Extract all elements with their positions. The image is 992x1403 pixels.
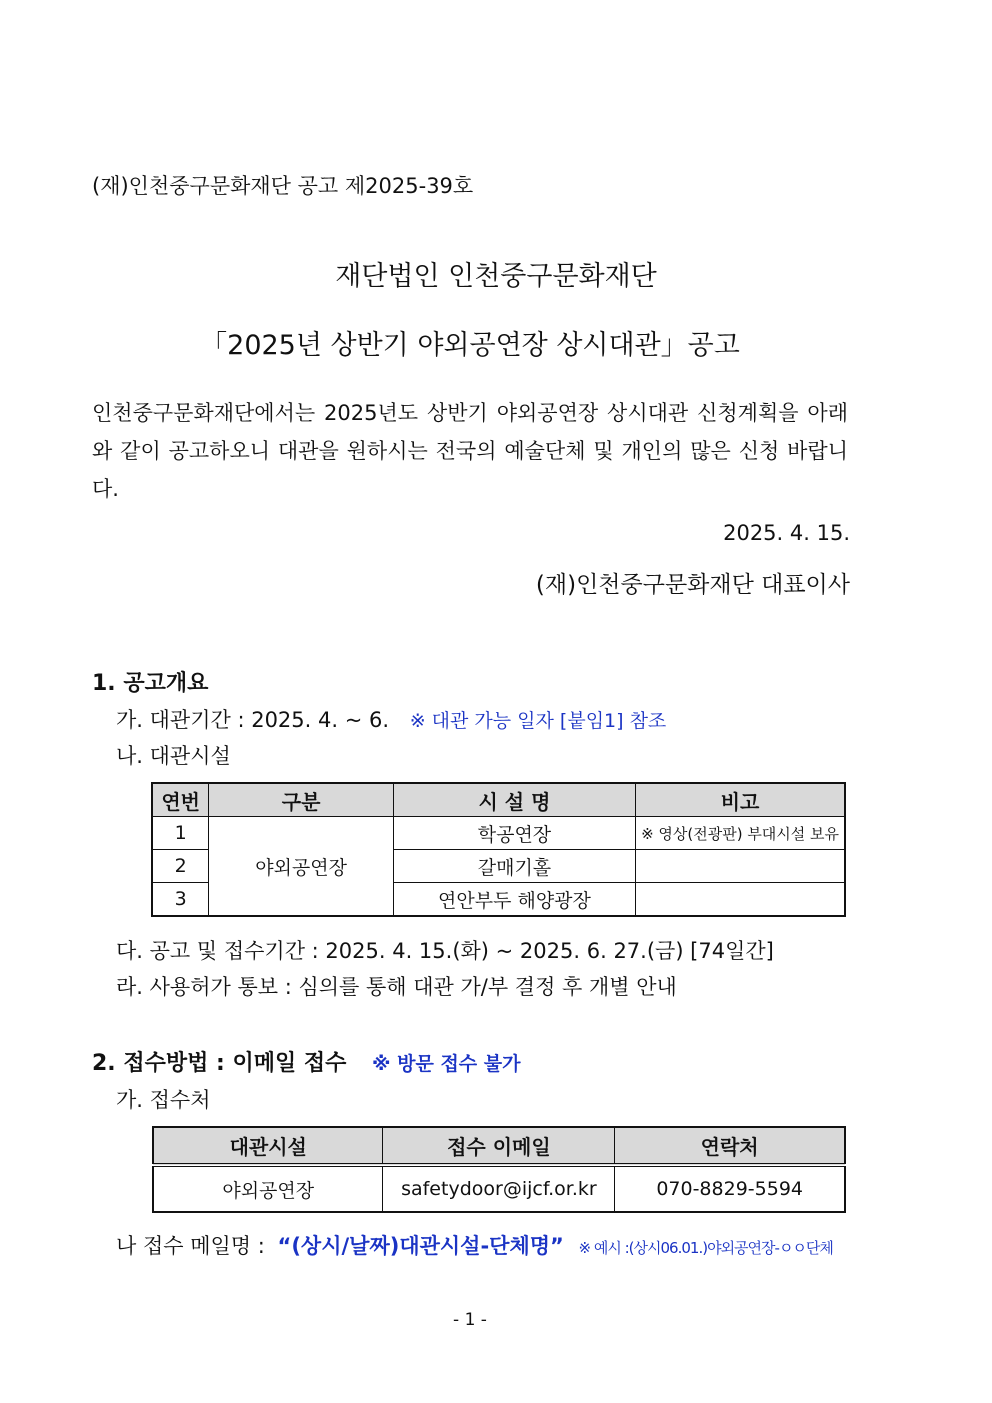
cell-phone: 070-8829-5594 <box>615 1165 845 1212</box>
cell-note <box>636 850 845 883</box>
col-header-no: 연번 <box>152 783 209 817</box>
mail-subject-template: “(상시/날짜)대관시설-단체명” <box>277 1234 564 1258</box>
cell-note: ※ 영상(전광판) 부대시설 보유 <box>636 817 845 850</box>
facility-table <box>151 782 846 917</box>
col-header-category: 구분 <box>209 783 393 817</box>
col-header-note: 비고 <box>636 783 845 817</box>
table-header-row <box>152 783 845 817</box>
mail-subject-format <box>116 1230 833 1260</box>
cell-category: 야외공연장 <box>209 817 393 917</box>
cell-no: 3 <box>152 883 209 917</box>
permit-notice: 라. 사용허가 통보 : 심의를 통해 대관 가/부 결정 후 개별 안내 <box>116 975 677 999</box>
mail-subject-prefix: 나 접수 메일명 : <box>116 1234 265 1258</box>
table-row <box>153 1165 845 1212</box>
cell-email[interactable]: safetydoor@ijcf.or.kr <box>383 1165 615 1212</box>
col-header-facility: 시 설 명 <box>393 783 635 817</box>
cell-no: 2 <box>152 850 209 883</box>
col-header-facility: 대관시설 <box>153 1127 383 1165</box>
facility-heading: 나. 대관시설 <box>116 744 231 768</box>
reception-table <box>152 1126 846 1213</box>
section2-title-text: 2. 접수방법 : 이메일 접수 <box>92 1051 347 1076</box>
cell-facility: 야외공연장 <box>153 1165 383 1212</box>
table-row <box>152 817 845 850</box>
cell-facility: 학공연장 <box>393 817 635 850</box>
table-header-row <box>153 1127 845 1165</box>
section1-title: 1. 공고개요 <box>92 671 209 696</box>
notice-number: (재)인천중구문화재단 공고 제2025-39호 <box>92 174 474 198</box>
notice-date: 2025. 4. 15. <box>723 521 850 545</box>
section2-title <box>92 1046 521 1077</box>
col-header-email: 접수 이메일 <box>383 1127 615 1165</box>
intro-paragraph: 인천중구문화재단에서는 2025년도 상반기 야외공연장 상시대관 신청계획을 아래와 같이 공고하오니 대관을 원하시는 전국의 예술단체 및 개인의 많은 신청 바랍니다. <box>92 401 848 501</box>
col-header-contact: 연락처 <box>615 1127 845 1165</box>
org-title: 재단법인 인천중구문화재단 <box>335 261 657 292</box>
rental-period-note: ※ 대관 가능 일자 [붙임1] 참조 <box>409 710 667 732</box>
mail-subject-example: ※ 예시 :(상시06.01.)야외공연장-ㅇㅇ단체 <box>578 1239 833 1257</box>
reception-heading: 가. 접수처 <box>116 1088 211 1112</box>
signer: (재)인천중구문화재단 대표이사 <box>535 572 850 598</box>
rental-period-text: 가. 대관기간 : 2025. 4. ~ 6. <box>116 708 390 732</box>
section2-note: ※ 방문 접수 불가 <box>372 1053 521 1075</box>
cell-no: 1 <box>152 817 209 850</box>
application-period: 다. 공고 및 접수기간 : 2025. 4. 15.(화) ~ 2025. 6. 27.(금) [74일간] <box>116 939 774 963</box>
page-number: - 1 - <box>453 1310 487 1330</box>
cell-note <box>636 883 845 917</box>
cell-facility: 연안부두 해양광장 <box>393 883 635 917</box>
rental-period <box>116 704 666 734</box>
page-title: 「2025년 상반기 야외공연장 상시대관」공고 <box>200 330 740 361</box>
cell-facility: 갈매기홀 <box>393 850 635 883</box>
